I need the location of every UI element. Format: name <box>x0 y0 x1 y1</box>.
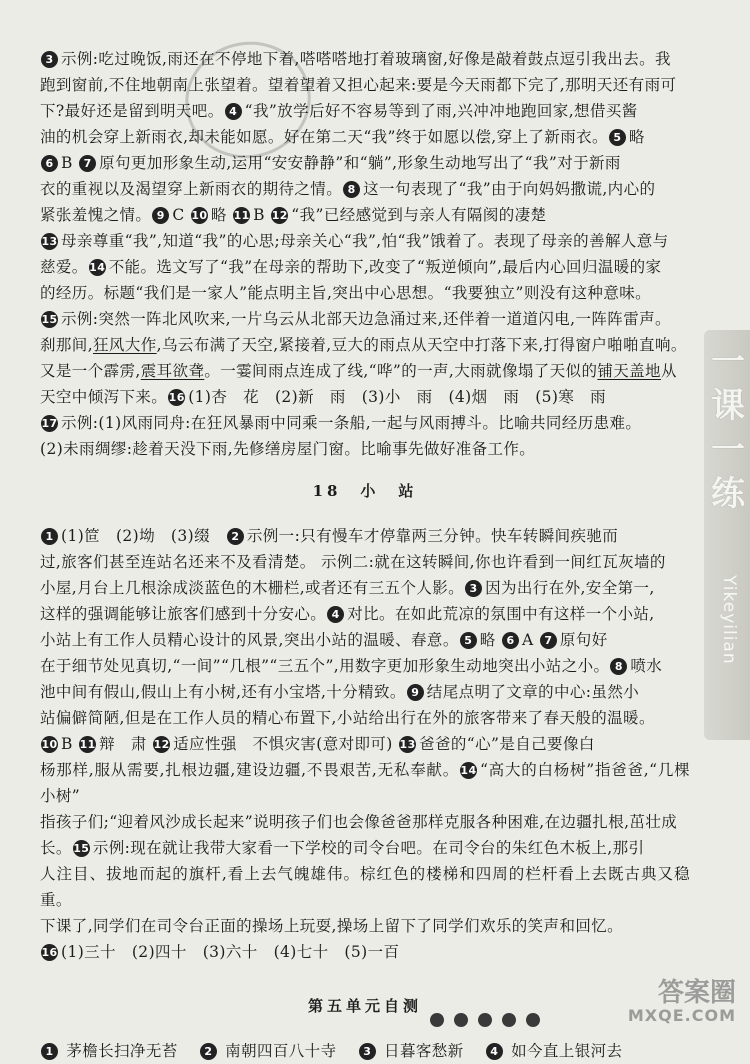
question-number-badge: 2 <box>227 528 244 545</box>
question-number-badge: 6 <box>502 632 519 649</box>
answer-text: 池中间有假山,假山上有小树,还有小宝塔,十分精致。 <box>40 683 406 701</box>
question-number-badge: 9 <box>152 207 169 224</box>
unit-5-answers <box>40 1038 690 1064</box>
watermark-domain: MXQE.COM <box>627 1006 736 1025</box>
question-number-badge: 4 <box>486 1043 503 1060</box>
answer-text: 衣的重视以及渴望穿上新雨衣的期待之情。 <box>40 180 343 198</box>
question-number-badge: 13 <box>41 235 58 248</box>
answer-text: 又是一个霹雳, <box>40 362 141 380</box>
answer-line <box>40 436 690 462</box>
underlined-phrase: 狂风大作 <box>93 336 157 354</box>
series-title-char: 课 <box>711 386 745 426</box>
question-number-badge: 11 <box>233 209 250 222</box>
answer-text: B <box>61 154 79 172</box>
question-number-badge: 2 <box>200 1043 217 1060</box>
answer-text: 喷水 <box>630 657 663 675</box>
question-number-badge: 11 <box>79 738 96 751</box>
question-number-badge: 7 <box>79 155 96 172</box>
question-number-badge: 5 <box>460 632 477 649</box>
series-title-char: 练 <box>711 474 745 514</box>
question-number-badge: 7 <box>540 632 557 649</box>
decoration-dot <box>478 1013 492 1027</box>
answer-line <box>40 861 690 913</box>
answer-line <box>40 913 690 939</box>
decoration-dot <box>454 1013 468 1027</box>
answer-text: 长。 <box>40 839 72 857</box>
answer-text: 爸爸的“心”是自己要像白 <box>419 735 595 753</box>
page-decoration-dots <box>430 1013 540 1027</box>
answer-text: 下课了,同学们在司令台正面的操场上玩耍,操场上留下了同学们欢乐的笑声和回忆。 <box>40 917 624 935</box>
answer-text: 小屋,月台上几根涂成淡蓝色的木栅栏,或者还有三五个人影。 <box>40 579 465 597</box>
answer-text: 适应性强 不惧灾害(意对即可) <box>173 735 399 753</box>
answer-text: 人注目、拔地而起的旗杆,看上去气魄雄伟。棕红色的楼梯和四周的栏杆看上去既古典又稳重。 <box>40 865 690 909</box>
answer-page <box>40 46 690 1064</box>
answer-text: 辩 肃 <box>99 735 153 753</box>
answer-text: 天空中倾泻下来。 <box>40 388 168 406</box>
answer-text: 略 <box>479 631 501 649</box>
answer-text: B <box>253 206 271 224</box>
question-number-badge: 4 <box>225 103 242 120</box>
question-number-badge: 13 <box>399 738 416 751</box>
answer-text: 刹那间, <box>40 336 94 354</box>
question-number-badge: 14 <box>460 764 477 777</box>
question-number-badge: 16 <box>168 391 185 404</box>
answer-line <box>40 254 690 280</box>
answer-text: 因为出行在外,安全第一, <box>485 579 655 597</box>
answer-text: 示例一:只有慢车才停靠两三分钟。快车转瞬间疾驰而 <box>246 527 619 545</box>
answer-text: 站偏僻简陋,但是在工作人员的精心布置下,小站给出行在外的旅客带来了春天般的温暖。 <box>40 709 655 727</box>
section-18-answers <box>40 523 690 965</box>
answer-text: 指孩子们;“迎着风沙成长起来”说明孩子们也会像爸爸那样克服各种困难,在边疆扎根,茁壮成 <box>40 813 678 831</box>
answer-text: 示例:(1)风雨同舟:在狂风暴雨中同乘一条船,一起与风雨搏斗。比喻共同经历患难。 <box>61 414 642 432</box>
watermark-text: 答案圈 <box>657 978 736 1008</box>
decoration-dot <box>502 1013 516 1027</box>
question-number-badge: 12 <box>271 209 288 222</box>
question-number-badge: 1 <box>41 528 58 545</box>
question-number-badge: 17 <box>41 417 58 430</box>
answer-text: C <box>172 206 190 224</box>
question-number-badge: 9 <box>407 684 424 701</box>
answer-text: ,乌云布满了天空,紧接着,豆大的雨点从天空中打落下来,打得窗户啪啪直响。 <box>156 336 687 354</box>
answer-text: 这样的强调能够让旅客们感到十分安心。 <box>40 605 327 623</box>
decoration-dot <box>526 1013 540 1027</box>
answer-line <box>40 358 690 384</box>
question-number-badge: 15 <box>41 313 58 326</box>
answer-text: 小站上有工作人员精心设计的风景,突出小站的温暖、春意。 <box>40 631 459 649</box>
answer-line <box>40 280 690 306</box>
answer-text: 过,旅客们甚至连站名还来不及看清楚。 示例二:就在这转瞬间,你也许看到一间红瓦灰墙的 <box>40 553 666 571</box>
poem-line-answer: 如今直上银河去 <box>505 1042 623 1060</box>
answer-text: (1)杏 花 (2)新 雨 (3)小 雨 (4)烟 雨 (5)寒 雨 <box>188 388 607 406</box>
answer-text: 母亲尊重“我”,知道“我”的心思;母亲关心“我”,怕“我”饿着了。表现了母亲的善解人意与 <box>61 232 669 250</box>
answer-line <box>40 72 690 98</box>
answer-line <box>40 384 690 410</box>
section-18-title: 18 小 站 <box>312 482 418 500</box>
answer-text: 对比。在如此荒凉的氛围中有这样一个小站, <box>347 605 655 623</box>
question-number-badge: 8 <box>610 658 627 675</box>
answer-line <box>40 523 690 549</box>
answer-text: 示例:突然一阵北风吹来,一片乌云从北部天边急涌过来,还伴着一道道闪电,一阵阵雷声。 <box>61 310 671 328</box>
section-17-answers <box>40 46 690 462</box>
answer-text: 示例:吃过晚饭,雨还在不停地下着,嗒嗒嗒地打着玻璃窗,好像是敲着鼓点逗引我出去。我 <box>61 50 671 68</box>
answer-line <box>40 835 690 861</box>
answer-text: 油的机会穿上新雨衣,却未能如愿。好在第二天“我”终于如愿以偿,穿上了新雨衣。 <box>40 128 608 146</box>
poem-line-answer: 日暮客愁新 <box>378 1042 485 1060</box>
answer-text: A <box>521 631 539 649</box>
answer-text: “高大的白杨树”指爸爸,“几棵小树” <box>40 761 690 805</box>
answer-line <box>40 601 690 627</box>
answer-line <box>40 627 690 653</box>
question-number-badge: 10 <box>41 738 58 751</box>
unit-5-title: 第五单元自测 <box>307 997 422 1015</box>
answer-line <box>40 809 690 835</box>
answer-text: 在于细节处见真切,“一间”“几根”“三五个”,用数字更加形象生动地突出小站之小。 <box>40 657 610 675</box>
answer-line <box>40 549 690 575</box>
site-watermark-logo <box>616 978 736 1026</box>
question-number-badge: 3 <box>465 580 482 597</box>
question-number-badge: 10 <box>191 209 208 222</box>
answer-text: 略 <box>628 128 645 146</box>
series-title-char: 一 <box>711 430 745 470</box>
answer-line <box>40 176 690 202</box>
question-number-badge: 3 <box>359 1043 376 1060</box>
answer-text: 。一霎间雨点连成了线,“哗”的一声,大雨就像塌了天似的 <box>204 362 598 380</box>
question-number-badge: 6 <box>41 155 58 172</box>
answer-text: 下?最好还是留到明天吧。 <box>40 102 224 120</box>
answer-text: 杨那样,服从需要,扎根边疆,建设边疆,不畏艰苦,无私奉献。 <box>40 761 459 779</box>
question-number-badge: 16 <box>41 946 58 959</box>
answer-text: B <box>61 735 79 753</box>
answer-line <box>40 202 690 228</box>
question-number-badge: 15 <box>73 842 90 855</box>
answer-text: (1)笸 (2)坳 (3)缀 <box>61 527 226 545</box>
answer-text: 结尾点明了文章的中心:虽然小 <box>426 683 640 701</box>
question-number-badge: 12 <box>153 738 170 751</box>
series-title-pinyin: Yikeyilian <box>719 575 739 665</box>
answer-text: 不能。选文写了“我”在母亲的帮助下,改变了“叛逆倾向”,最后内心回归温暖的家 <box>108 258 662 276</box>
answer-text: “我”放学后好不容易等到了雨,兴冲冲地跑回家,想借买酱 <box>244 102 638 120</box>
poem-line-answer: 南朝四百八十寺 <box>219 1042 358 1060</box>
answer-line <box>40 679 690 705</box>
question-number-badge: 14 <box>89 261 106 274</box>
answer-line <box>40 757 690 809</box>
answer-line <box>40 575 690 601</box>
answer-text: 从 <box>660 362 677 380</box>
question-number-badge: 8 <box>343 181 360 198</box>
series-title-char: 一 <box>711 342 745 382</box>
answer-line <box>40 124 690 150</box>
answer-text: 原句更加形象生动,运用“安安静静”和“躺”,形象生动地写出了“我”对于新雨 <box>99 154 621 172</box>
question-number-badge: 5 <box>609 129 626 146</box>
answer-text: (1)三十 (2)四十 (3)六十 (4)七十 (5)一百 <box>61 943 400 961</box>
answer-text: (2)未雨绸缪:趁着天没下雨,先修缮房屋门窗。比喻事先做好准备工作。 <box>40 440 536 458</box>
answer-line <box>40 410 690 436</box>
answer-line <box>40 705 690 731</box>
answer-line <box>40 731 690 757</box>
poem-line-answer: 茅檐长扫净无苔 <box>61 1042 199 1060</box>
underlined-phrase: 震耳欲聋 <box>140 362 205 380</box>
answer-text: “我”已经感觉到与亲人有隔阂的凄楚 <box>291 206 547 224</box>
answer-line <box>40 46 690 72</box>
question-number-badge: 4 <box>327 606 344 623</box>
answer-line <box>40 332 690 358</box>
decoration-dot <box>430 1013 444 1027</box>
answer-line <box>40 98 690 124</box>
answer-text: 慈爱。 <box>40 258 88 276</box>
answer-line <box>40 150 690 176</box>
underlined-phrase: 铺天盖地 <box>597 362 661 380</box>
answer-text: 紧张羞愧之情。 <box>40 206 152 224</box>
answer-line <box>40 939 690 965</box>
answer-line <box>40 228 690 254</box>
answer-text: 这一句表现了“我”由于向妈妈撒谎,内心的 <box>363 180 656 198</box>
question-number-badge: 3 <box>41 51 58 68</box>
answer-text: 略 <box>210 206 233 224</box>
question-number-badge: 1 <box>41 1043 58 1060</box>
book-sidebar-tab <box>704 330 750 740</box>
answer-text: 跑到窗前,不住地朝南上张望着。望着望着又担心起来:要是今天雨都下完了,那明天还有雨可 <box>40 76 677 94</box>
answer-line <box>40 653 690 679</box>
answer-text: 的经历。标题“我们是一家人”能点明主旨,突出中心思想。“我要独立”则没有这种意味。 <box>40 284 652 302</box>
series-title-vertical <box>710 340 746 516</box>
answer-text: 示例:现在就让我带大家看一下学校的司令台吧。在司令台的朱红色木板上,那引 <box>92 839 645 857</box>
answer-text: 原句好 <box>559 631 608 649</box>
answer-line <box>40 306 690 332</box>
